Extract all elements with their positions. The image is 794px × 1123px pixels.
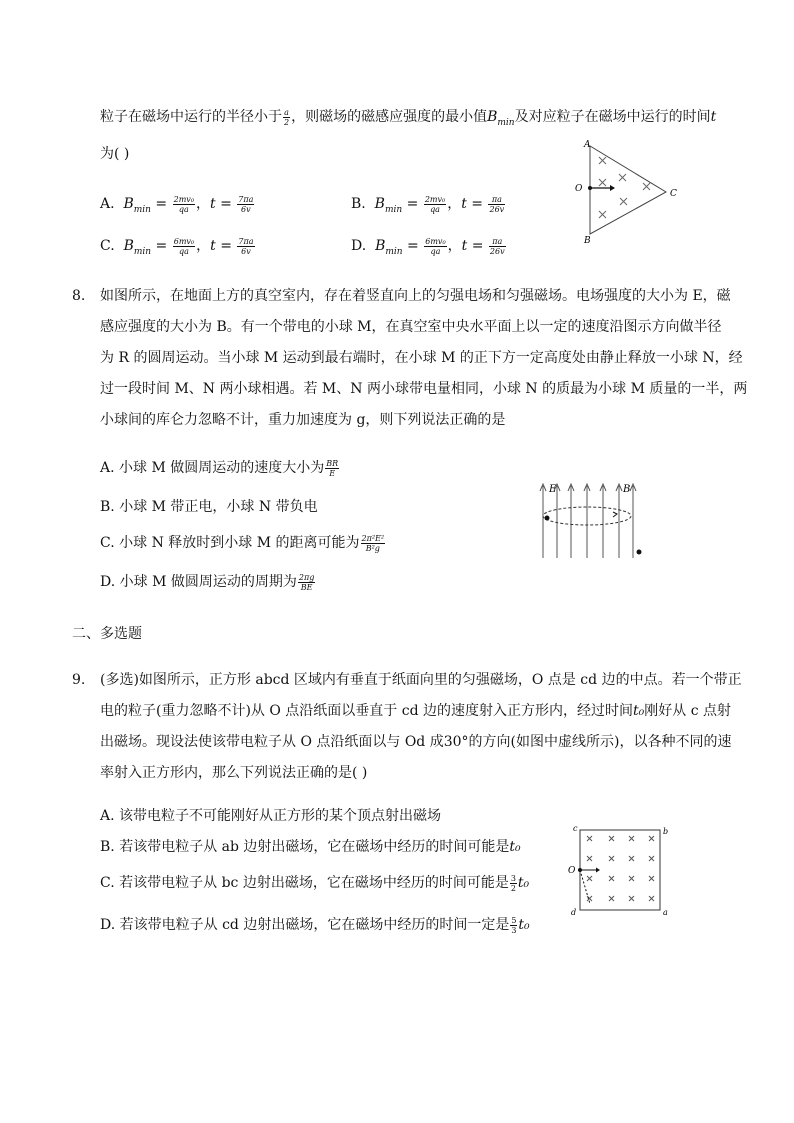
q7-line2: 为( ) bbox=[100, 146, 130, 162]
q9-option-a: A. 该带电粒子不可能刚好从正方形的某个顶点射出磁场 bbox=[100, 808, 442, 824]
q8-stem-line: 为 R 的圆周运动。当小球 M 运动到最右端时，在小球 M 的正下方一定高度处由静止释放一小球 N，经 bbox=[100, 350, 743, 366]
q8-option-a: A. 小球 M 做圆周运动的速度大小为 $\frac{BR}{E}$ bbox=[100, 458, 339, 478]
q9-line2: 电的粒子(重力忽略不计)从 O 点沿纸面以垂直于 cd 边的速度射入正方形内，经过时间t₀刚好从 c 点射 bbox=[100, 703, 732, 719]
ball-m bbox=[545, 516, 550, 521]
q7-triangle-figure bbox=[570, 136, 680, 248]
section-heading: 二、多选题 bbox=[72, 626, 142, 642]
q8-c-fraction: $\frac{\text{2π²E²}}{\text{B²g}}$ bbox=[361, 533, 385, 553]
arrow-head-icon bbox=[596, 868, 600, 873]
q9-number: 9. bbox=[72, 672, 86, 688]
label-o: O bbox=[575, 184, 583, 194]
ball-n bbox=[637, 550, 642, 555]
q9-d-fraction: $\frac{5}{3}$ bbox=[511, 915, 517, 935]
label-c: c bbox=[573, 824, 578, 833]
q8-stem-line: 小球间的库仑力忽略不计，重力加速度为 g，则下列说法正确的是 bbox=[100, 412, 506, 428]
q9-line3: 出磁场。现设法使该带电粒子从 O 点沿纸面以与 Od 成30°的方向(如图中虚线所示)，以各种不同的速 bbox=[100, 734, 732, 750]
q9-square-figure bbox=[565, 822, 675, 918]
q9-c-fraction: $\frac{3}{2}$ bbox=[510, 873, 516, 893]
label-o: O bbox=[568, 866, 576, 876]
q8-field-figure bbox=[535, 478, 655, 562]
q7-option-c: C. $B_{min}$ = $\frac{\text{6mv₀}}{qa}$ ，t = $\frac{7\pi a}{6v}$ bbox=[100, 236, 254, 257]
q8-number: 8. bbox=[72, 288, 86, 304]
label-a: A bbox=[584, 140, 591, 150]
q8-stem-line: 感应强度的大小为 B。有一个带电的小球 M，在真空室中央水平面上以一定的速度沿图示方向做半径 bbox=[100, 319, 722, 335]
label-b: B bbox=[584, 236, 591, 246]
q9-line1: (多选)如图所示，正方形 abcd 区域内有垂直于纸面向里的匀强磁场，O 点是 cd 边的中点。若一个带正 bbox=[100, 672, 742, 688]
q8-option-d: D. 小球 M 做圆周运动的周期为 $\frac{2\pi g}{BE}$ bbox=[100, 572, 315, 592]
q7-half-a-fraction: $\frac{a}{2}$ bbox=[284, 107, 290, 127]
q8-stem-line: 过一段时间 M、N 两小球相遇。若 M、N 两小球带电量相同，小球 N 的质最为小球 M 质量的一半，两 bbox=[100, 381, 748, 397]
q7-line1: 粒子在磁场中运行的半径小于 $\frac{a}{2}$ ，则磁场的磁感应强度的最小值$B_{min}$及对应粒子在磁场中运行的时间t bbox=[100, 107, 717, 128]
orbit-direction-icon bbox=[613, 512, 617, 517]
q7-option-d: D. $B_{min}$ = $\frac{\text{6mv₀}}{qa}$ ，t = $\frac{\pi a}{26v}$ bbox=[351, 236, 505, 257]
field-lines bbox=[540, 484, 636, 558]
q8-a-fraction: $\frac{BR}{E}$ bbox=[326, 458, 339, 478]
q9-line4: 率射入正方形内，那么下列说法正确的是( ) bbox=[100, 765, 368, 781]
q7-option-b: B. $B_{min}$ = $\frac{\text{2mv₀}}{qa}$ ，t = $\frac{\pi a}{26v}$ bbox=[351, 194, 505, 215]
arrow-head-icon bbox=[610, 185, 615, 191]
label-a: a bbox=[663, 908, 668, 917]
label-b: b bbox=[663, 827, 669, 836]
q8-d-fraction: $\frac{2\pi g}{BE}$ bbox=[298, 572, 315, 592]
label-c: C bbox=[670, 189, 677, 199]
q7-option-a: A. $B_{min}$ = $\frac{\text{2mv₀}}{qa}$ ，t = $\frac{7\pi a}{6v}$ bbox=[100, 194, 254, 215]
label-e: E bbox=[549, 484, 557, 495]
label-d: d bbox=[571, 908, 577, 917]
q8-stem-line: 如图所示，在地面上方的真空室内，存在着竖直向上的匀强电场和匀强磁场。电场强度的大小为 E，磁 bbox=[100, 288, 731, 304]
q8-option-c: C. 小球 N 释放时到小球 M 的距离可能为 $\frac{\text{2π²E²}}{\text{B²g}}$ bbox=[100, 533, 385, 553]
label-b: B bbox=[623, 484, 631, 495]
q9-option-c: C. 若该带电粒子从 bc 边射出磁场，它在磁场中经历的时间可能是 $\frac{3}{2}$ t₀ bbox=[100, 873, 530, 893]
q8-option-b: B. 小球 M 带正电，小球 N 带负电 bbox=[100, 499, 318, 515]
q9-option-d: D. 若该带电粒子从 cd 边射出磁场，它在磁场中经历的时间一定是 $\frac{5}{3}$ t₀ bbox=[100, 915, 530, 935]
q9-option-b: B. 若该带电粒子从 ab 边射出磁场，它在磁场中经历的时间可能是t₀ bbox=[100, 839, 521, 855]
